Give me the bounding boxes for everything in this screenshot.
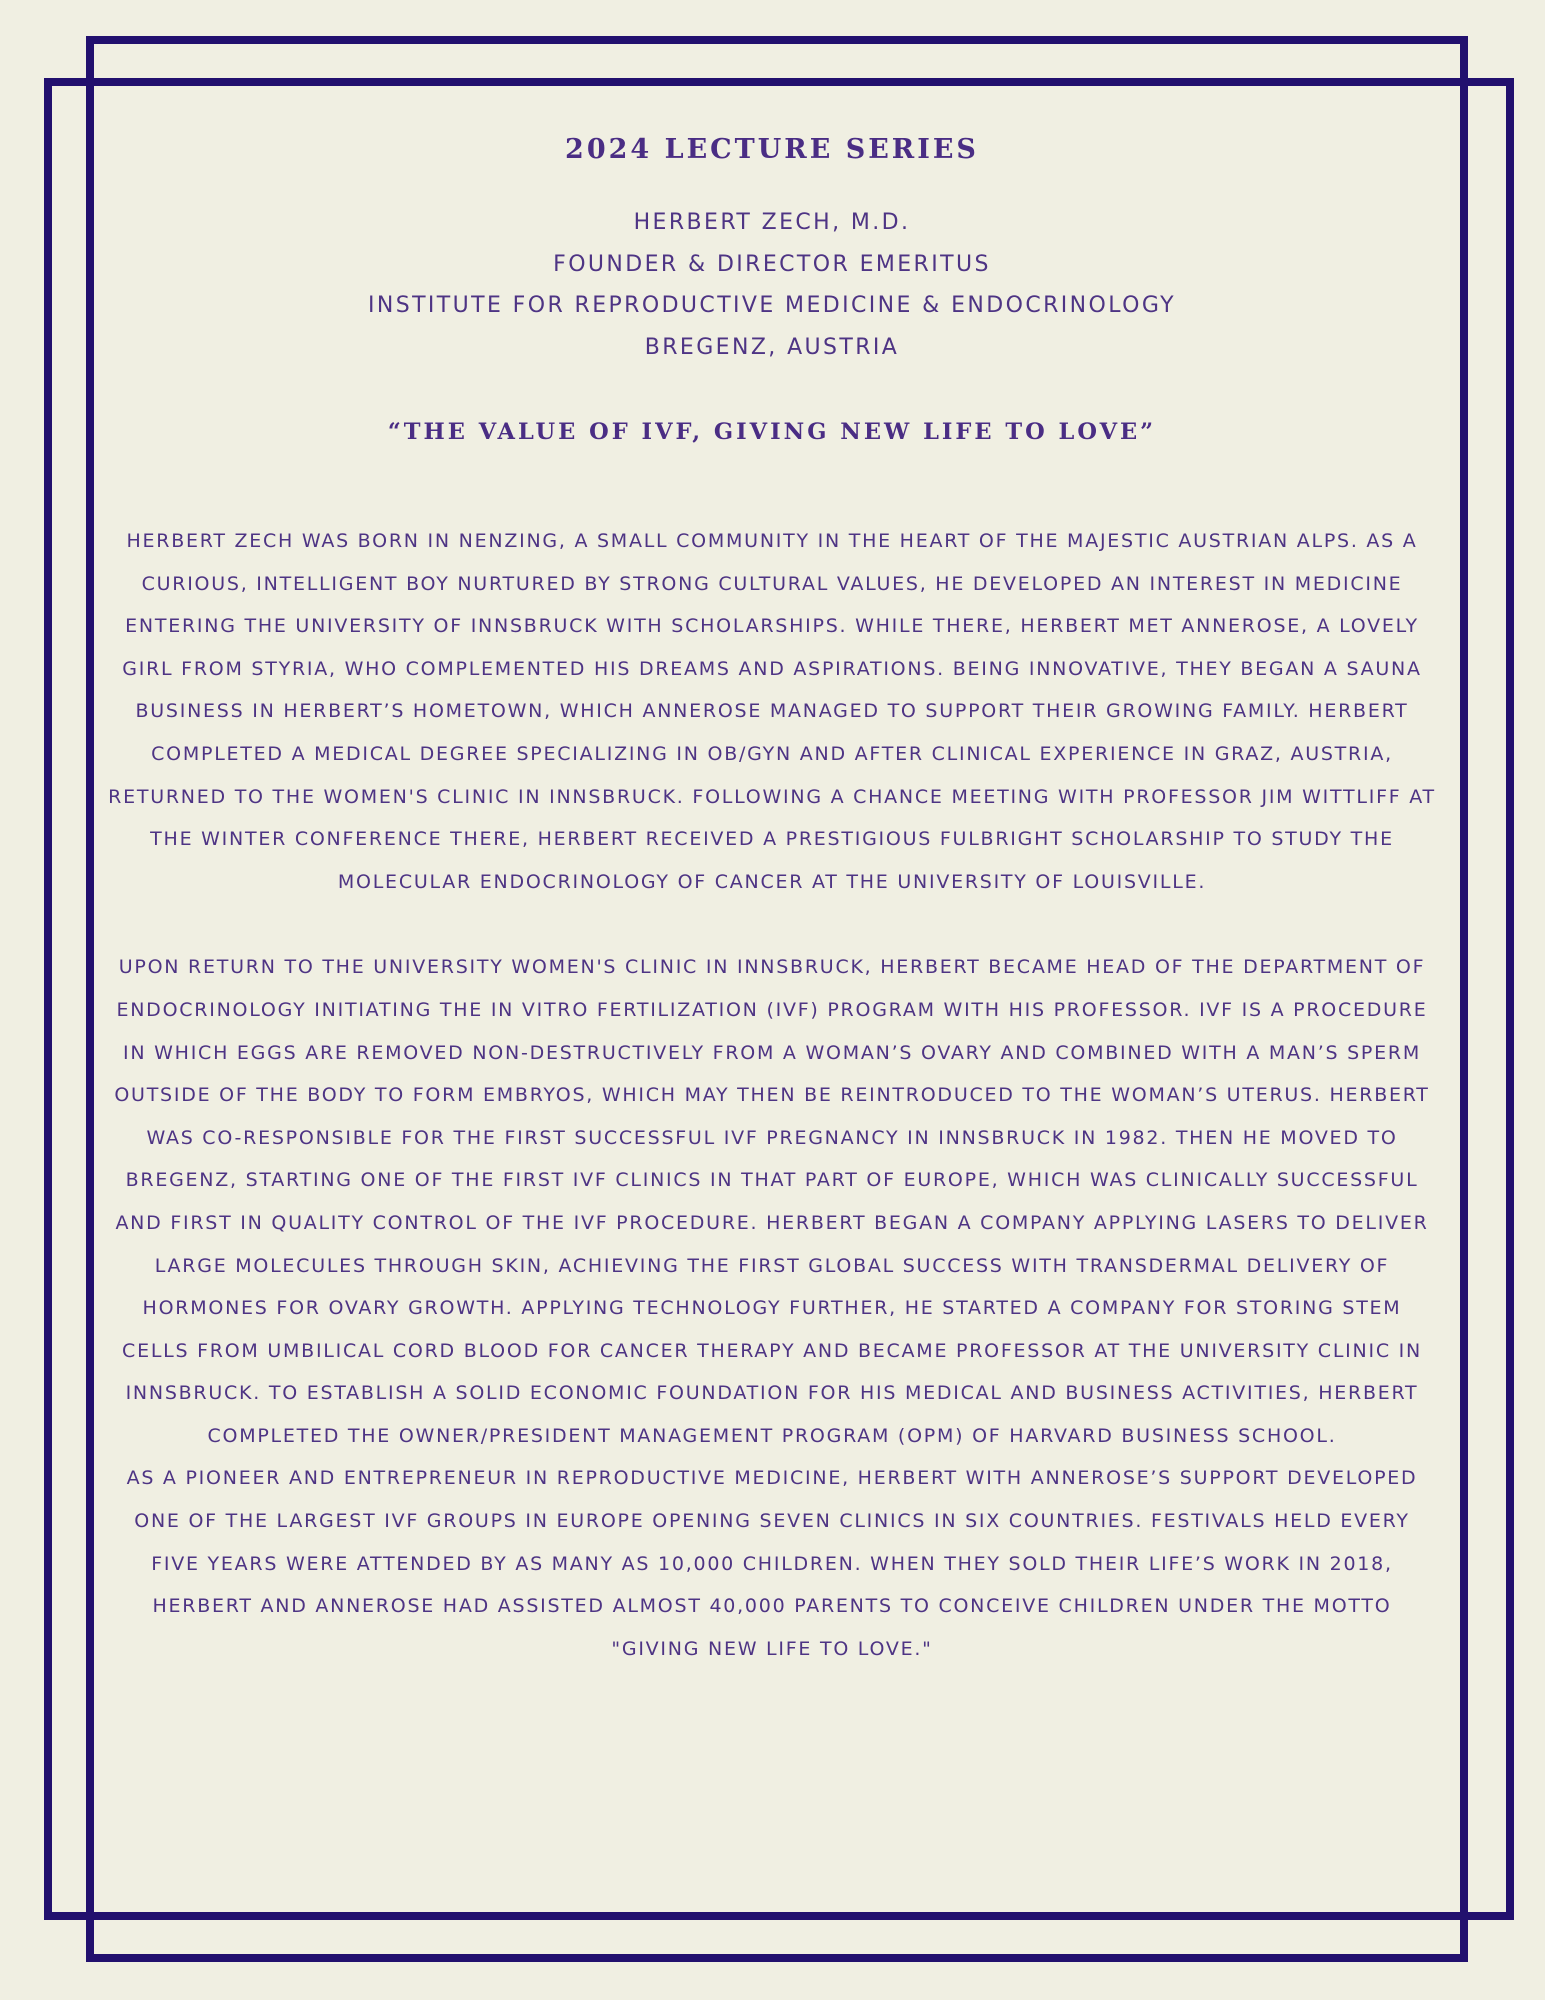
bio-paragraph-3: AS A PIONEER AND ENTREPRENEUR IN REPRODUCTIVE MEDICINE, HERBERT WITH ANNEROSE’S SUPPORT DEVELOPED ONE OF THE LARGEST IVF GROUPS IN EUROPE OPENING SEVEN CLINICS IN SIX COUNTRIES. FESTIVALS HELD EVERY FIVE YEARS WERE ATTENDED BY AS MANY AS 10,000 CHILDREN. WHEN THEY SOLD THEIR LIFE’S WORK IN 2018, HERBERT AND ANNEROSE HAD ASSISTED ALMOST 40,000 PARENTS TO CONCEIVE CHILDREN UNDER THE MOTTO "GIVING NEW LIFE TO LOVE." <box>126 1467 1418 1660</box>
lecture-title: “THE VALUE OF IVF, GIVING NEW LIFE TO LOVE” <box>387 419 1157 445</box>
speaker-block <box>108 202 1436 368</box>
paragraph-spacer <box>108 903 1436 946</box>
speaker-role: FOUNDER & DIRECTOR EMERITUS <box>553 251 991 277</box>
speaker-institution: INSTITUTE FOR REPRODUCTIVE MEDICINE & ENDOCRINOLOGY <box>367 293 1177 318</box>
series-title: 2024 LECTURE SERIES <box>565 134 979 165</box>
speaker-name: HERBERT ZECH, M.D. <box>633 210 911 235</box>
speaker-location: BREGENZ, AUSTRIA <box>644 334 900 360</box>
bio-paragraph-1: HERBERT ZECH WAS BORN IN NENZING, A SMALL COMMUNITY IN THE HEART OF THE MAJESTIC AUSTRIAN ALPS. AS A CURIOUS, INTELLIGENT BOY NURTURED BY STRONG CULTURAL VALUES, HE DEVELOPED AN INTEREST IN MEDICINE ENTERING THE UNIVERSITY OF INNSBRUCK WITH SCHOLARSHIPS. WHILE THERE, HERBERT MET ANNEROSE, A LOVELY GIRL FROM STYRIA, WHO COMPLEMENTED HIS DREAMS AND ASPIRATIONS. BEING INNOVATIVE, THEY BEGAN A SAUNA BUSINESS IN HERBERT’S HOMETOWN, WHICH ANNEROSE MANAGED TO SUPPORT THEIR GROWING FAMILY. HERBERT COMPLETED A MEDICAL DEGREE SPECIALIZING IN OB/GYN AND AFTER CLINICAL EXPERIENCE IN GRAZ, AUSTRIA, RETURNED TO THE WOMEN'S CLINIC IN INNSBRUCK. FOLLOWING A CHANCE MEETING WITH PROFESSOR JIM WITTLIFF AT THE WINTER CONFERENCE THERE, HERBERT RECEIVED A PRESTIGIOUS FULBRIGHT SCHOLARSHIP TO STUDY THE MOLECULAR ENDOCRINOLOGY OF CANCER AT THE UNIVERSITY OF LOUISVILLE. <box>108 530 1436 893</box>
bio-paragraph-2: UPON RETURN TO THE UNIVERSITY WOMEN'S CLINIC IN INNSBRUCK, HERBERT BECAME HEAD OF THE DEPARTMENT OF ENDOCRINOLOGY INITIATING THE IN VITRO FERTILIZATION (IVF) PROGRAM WITH HIS PROFESSOR. IVF IS A PROCEDURE IN WHICH EGGS ARE REMOVED NON-DESTRUCTIVELY FROM A WOMAN’S OVARY AND COMBINED WITH A MAN’S SPERM OUTSIDE OF THE BODY TO FORM EMBRYOS, WHICH MAY THEN BE REINTRODUCED TO THE WOMAN’S UTERUS. HERBERT WAS CO-RESPONSIBLE FOR THE FIRST SUCCESSFUL IVF PREGNANCY IN INNSBRUCK IN 1982. THEN HE MOVED TO BREGENZ, STARTING ONE OF THE FIRST IVF CLINICS IN THAT PART OF EUROPE, WHICH WAS CLINICALLY SUCCESSFUL AND FIRST IN QUALITY CONTROL OF THE IVF PROCEDURE. HERBERT BEGAN A COMPANY APPLYING LASERS TO DELIVER LARGE MOLECULES THROUGH SKIN, ACHIEVING THE FIRST GLOBAL SUCCESS WITH TRANSDERMAL DELIVERY OF HORMONES FOR OVARY GROWTH. APPLYING TECHNOLOGY FURTHER, HE STARTED A COMPANY FOR STORING STEM CELLS FROM UMBILICAL CORD BLOOD FOR CANCER THERAPY AND BECAME PROFESSOR AT THE UNIVERSITY CLINIC IN INNSBRUCK. TO ESTABLISH A SOLID ECONOMIC FOUNDATION FOR HIS MEDICAL AND BUSINESS ACTIVITIES, HERBERT COMPLETED THE OWNER/PRESIDENT MANAGEMENT PROGRAM (OPM) OF HARVARD BUSINESS SCHOOL. <box>114 956 1430 1447</box>
flyer-content <box>108 130 1436 1670</box>
